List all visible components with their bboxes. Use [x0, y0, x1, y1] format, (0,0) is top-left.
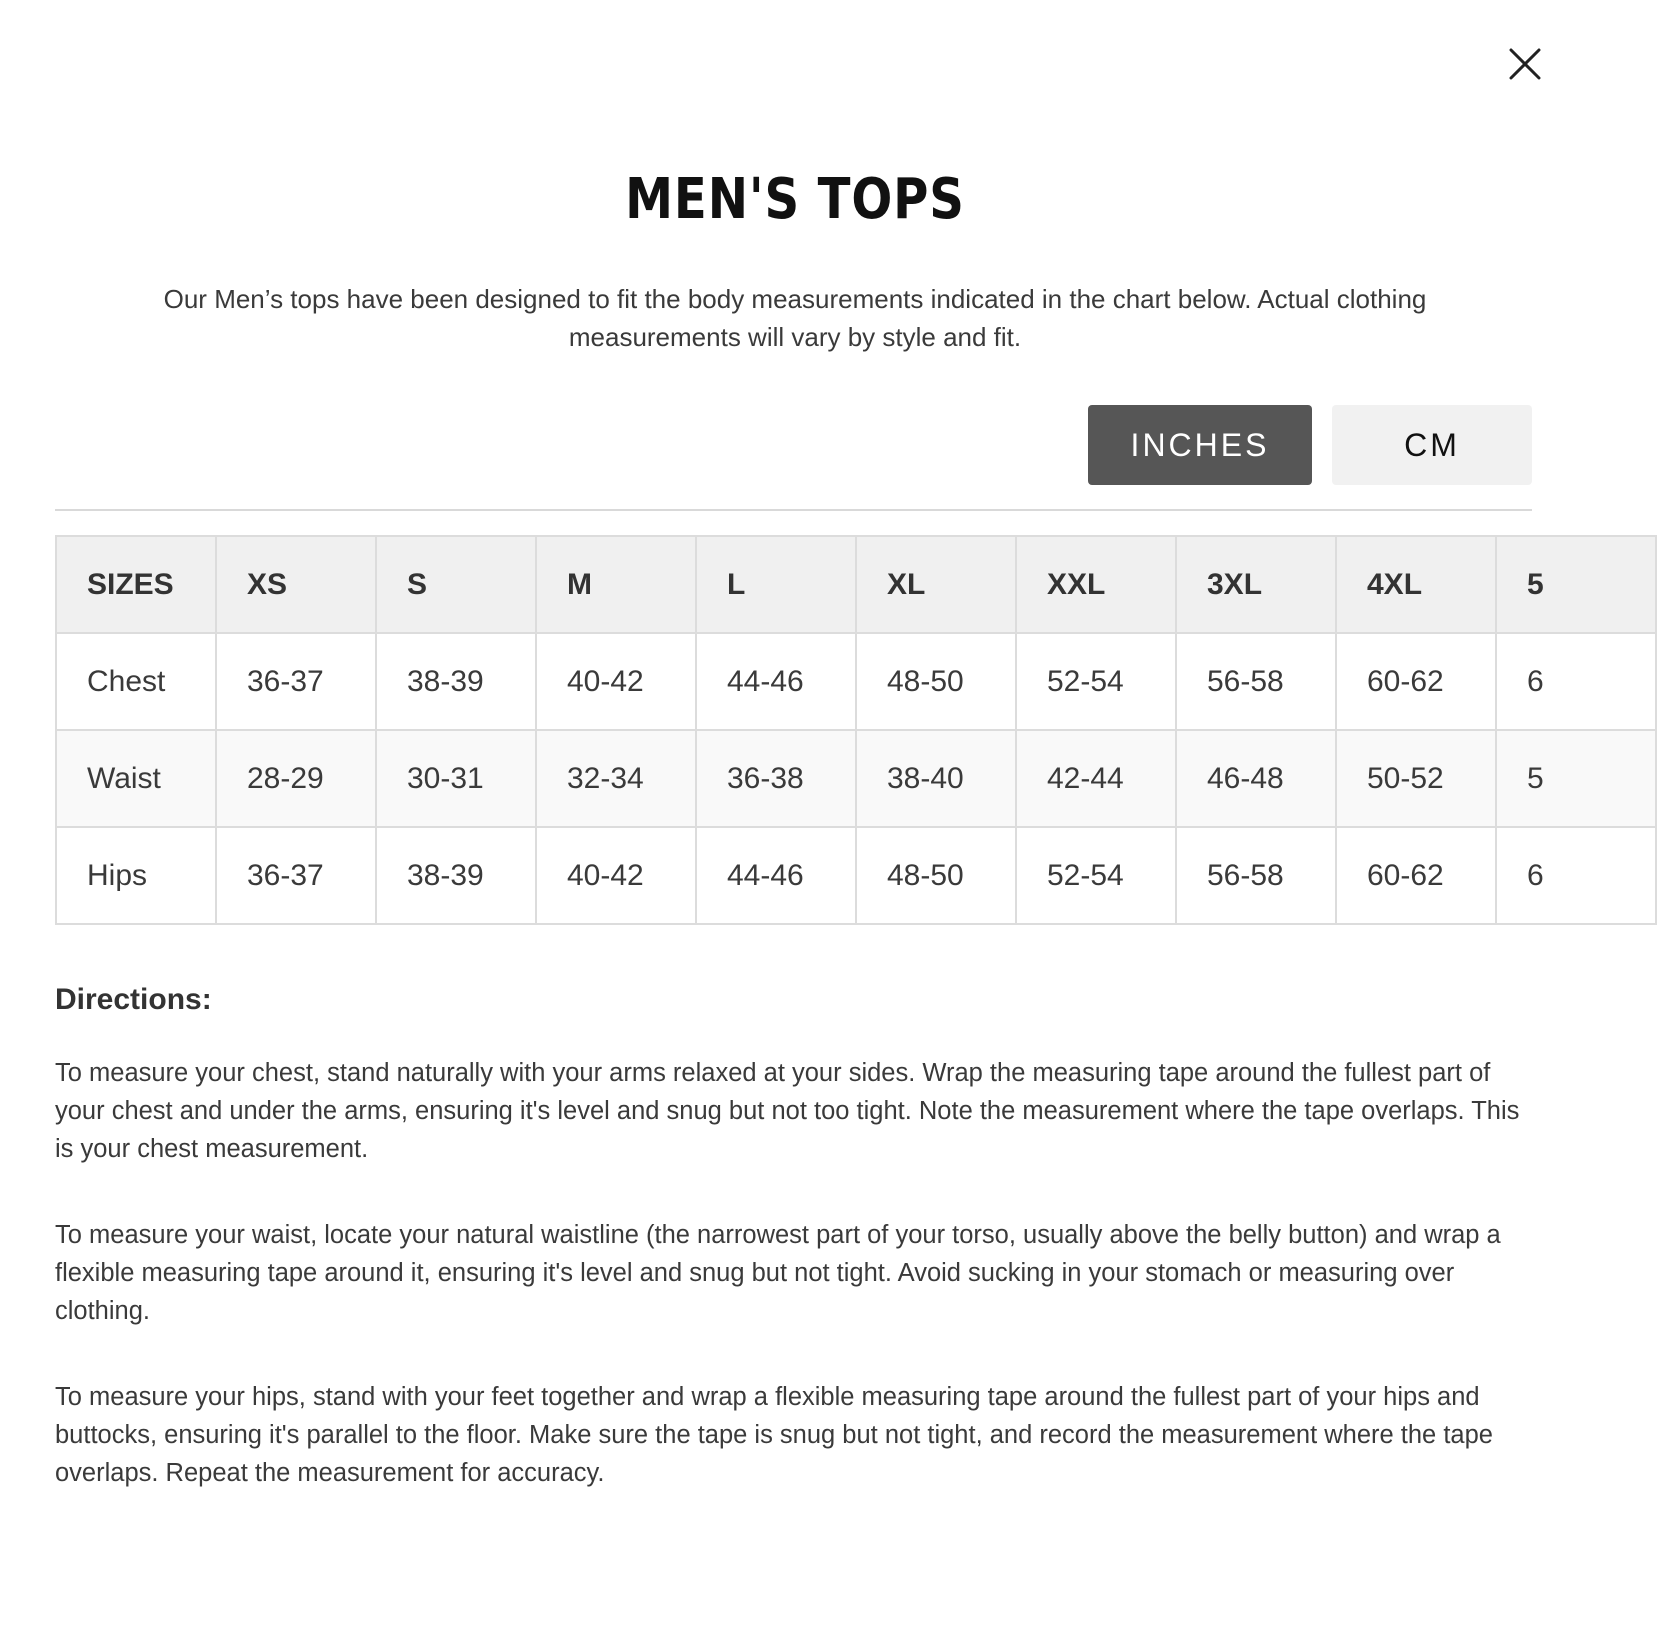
- table-cell: 36-37: [216, 633, 376, 730]
- directions-heading: Directions:: [55, 983, 212, 1016]
- table-cell: 38-39: [376, 827, 536, 924]
- header-cell: M: [536, 536, 696, 633]
- header-cell: XXL: [1016, 536, 1176, 633]
- table-row: [56, 633, 1656, 730]
- close-icon: [1505, 44, 1545, 84]
- table-header-row: [56, 536, 1656, 633]
- table-cell: 6: [1496, 633, 1656, 730]
- table-cell: 52-54: [1016, 827, 1176, 924]
- header-cell: L: [696, 536, 856, 633]
- table-cell: 38-40: [856, 730, 1016, 827]
- header-cell: 5: [1496, 536, 1656, 633]
- row-label: Chest: [56, 633, 216, 730]
- table-cell: 44-46: [696, 633, 856, 730]
- inches-button[interactable]: INCHES: [1088, 405, 1312, 485]
- table-cell: 38-39: [376, 633, 536, 730]
- table-cell: 40-42: [536, 827, 696, 924]
- table-cell: 60-62: [1336, 633, 1496, 730]
- table-cell: 60-62: [1336, 827, 1496, 924]
- table-row: [56, 827, 1656, 924]
- table-cell: 52-54: [1016, 633, 1176, 730]
- table-cell: 40-42: [536, 633, 696, 730]
- header-cell: 4XL: [1336, 536, 1496, 633]
- size-table: [55, 535, 1657, 925]
- size-table-container[interactable]: [55, 535, 1544, 929]
- table-cell: 56-58: [1176, 633, 1336, 730]
- table-cell: 30-31: [376, 730, 536, 827]
- header-cell: 3XL: [1176, 536, 1336, 633]
- chest-directions: To measure your chest, stand naturally with your arms relaxed at your sides. Wrap the measuring tape around the fullest part of your chest and under the arms, ensuring it's level and snug but not too tight. Note the measurement where the tape overlaps. This is your chest measurement.: [55, 1059, 1520, 1163]
- cm-button[interactable]: CM: [1332, 405, 1532, 485]
- header-cell: XL: [856, 536, 1016, 633]
- close-button[interactable]: [1505, 44, 1545, 84]
- table-cell: 36-37: [216, 827, 376, 924]
- header-cell: SIZES: [56, 536, 216, 633]
- table-cell: 44-46: [696, 827, 856, 924]
- table-cell: 46-48: [1176, 730, 1336, 827]
- table-cell: 48-50: [856, 827, 1016, 924]
- table-cell: 5: [1496, 730, 1656, 827]
- divider: [55, 509, 1532, 511]
- table-cell: 56-58: [1176, 827, 1336, 924]
- header-cell: XS: [216, 536, 376, 633]
- table-cell: 36-38: [696, 730, 856, 827]
- table-cell: 28-29: [216, 730, 376, 827]
- table-row: [56, 730, 1656, 827]
- table-cell: 6: [1496, 827, 1656, 924]
- header-cell: S: [376, 536, 536, 633]
- hips-directions: To measure your hips, stand with your feet together and wrap a flexible measuring tape around the fullest part of your hips and buttocks, ensuring it's parallel to the floor. Make sure the tape is snug but not tight, and record the measurement where the tape overlaps. Repeat the measurement for accuracy.: [55, 1383, 1493, 1487]
- table-cell: 32-34: [536, 730, 696, 827]
- waist-directions: To measure your waist, locate your natural waistline (the narrowest part of your torso, usually above the belly button) and wrap a flexible measuring tape around it, ensuring it's level and snug but not tight. Avoid sucking in your stomach or measuring over clothing.: [55, 1221, 1501, 1325]
- intro-text: Our Men’s tops have been designed to fit the body measurements indicated in the chart below. Actual clothing measurements will vary by style and fit.: [163, 284, 1427, 352]
- row-label: Waist: [56, 730, 216, 827]
- row-label: Hips: [56, 827, 216, 924]
- table-cell: 42-44: [1016, 730, 1176, 827]
- table-cell: 50-52: [1336, 730, 1496, 827]
- table-cell: 48-50: [856, 633, 1016, 730]
- page-title: MEN'S TOPS: [625, 167, 965, 232]
